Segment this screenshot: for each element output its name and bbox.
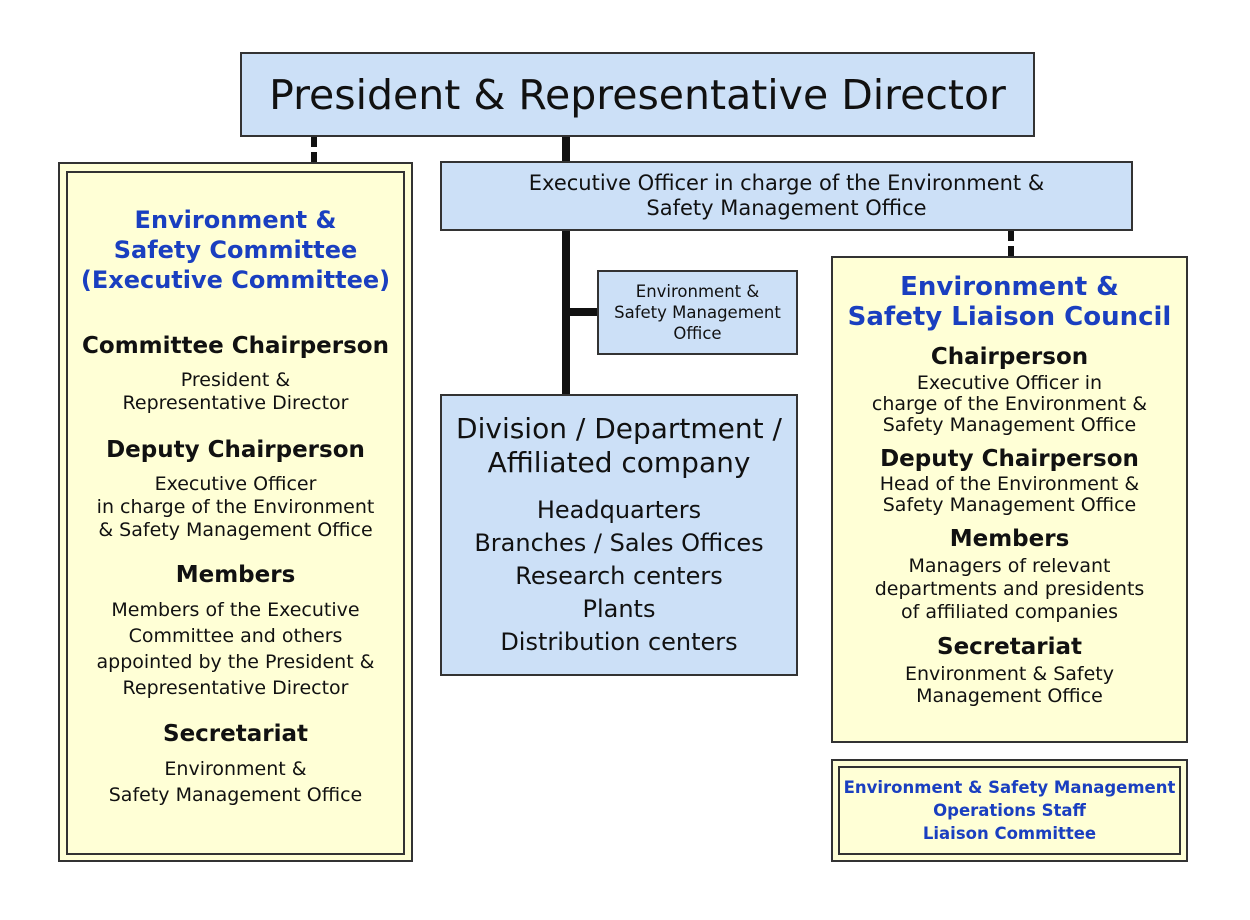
dashed-connector-committee: [311, 137, 317, 162]
operations-staff-label: Environment & Safety Management Operations Staff Liaison Committee: [843, 778, 1176, 843]
committee-inner-frame: [66, 171, 405, 855]
council-deputy-text: Head of the Environment & Safety Management Office: [879, 473, 1140, 516]
division-box: [440, 394, 798, 676]
connector-president-exec: [562, 137, 570, 161]
council-chair-text: Executive Officer in charge of the Environment & Safety Management Office: [871, 372, 1148, 436]
committee-deputy-text: Executive Officer in charge of the Environment & Safety Management Office: [96, 473, 375, 541]
executive-officer-box: [440, 161, 1133, 231]
safety-office-box: [597, 270, 798, 355]
council-box: [831, 256, 1188, 743]
division-item: Branches / Sales Offices: [474, 529, 764, 557]
council-members-heading: Members: [949, 526, 1070, 552]
council-deputy-heading: Deputy Chairperson: [880, 446, 1139, 472]
committee-chair-heading: Committee Chairperson: [82, 333, 389, 359]
committee-secretariat-heading: Secretariat: [163, 721, 308, 747]
committee-deputy-heading: Deputy Chairperson: [106, 437, 365, 463]
division-item: Distribution centers: [500, 628, 738, 656]
executive-officer-label: Executive Officer in charge of the Environment & Safety Management Office: [528, 171, 1045, 220]
council-chair-heading: Chairperson: [930, 344, 1089, 370]
safety-office-label: Environment & Safety Management Office: [614, 282, 781, 343]
president-box: [240, 52, 1035, 137]
committee-secretariat-text: Environment & Safety Management Office: [108, 758, 363, 806]
council-secretariat-text: Environment & Safety Management Office: [905, 663, 1114, 707]
council-members-text: Managers of relevant departments and presidents of affiliated companies: [874, 555, 1145, 623]
division-item: Plants: [582, 595, 656, 623]
council-secretariat-heading: Secretariat: [937, 634, 1082, 660]
connector-office-branch: [570, 308, 597, 316]
dashed-connector-council: [1008, 231, 1014, 256]
committee-chair-text: President & Representative Director: [122, 369, 349, 414]
committee-box: [58, 162, 413, 862]
committee-title: Environment & Safety Committee (Executive Committee): [80, 206, 391, 294]
operations-staff-inner-frame: [838, 766, 1181, 855]
president-label: President & Representative Director: [269, 70, 1006, 119]
division-items: [442, 494, 796, 659]
division-item: Research centers: [515, 562, 723, 590]
connector-exec-division: [562, 231, 570, 394]
council-title: Environment & Safety Liaison Council: [847, 272, 1172, 332]
division-item: Headquarters: [536, 496, 702, 524]
operations-staff-box: [831, 759, 1188, 862]
division-title: Division / Department / Affiliated company: [456, 412, 782, 479]
committee-members-text: Members of the Executive Committee and others appointed by the President & Representative Director: [96, 599, 375, 699]
committee-members-heading: Members: [175, 562, 296, 588]
